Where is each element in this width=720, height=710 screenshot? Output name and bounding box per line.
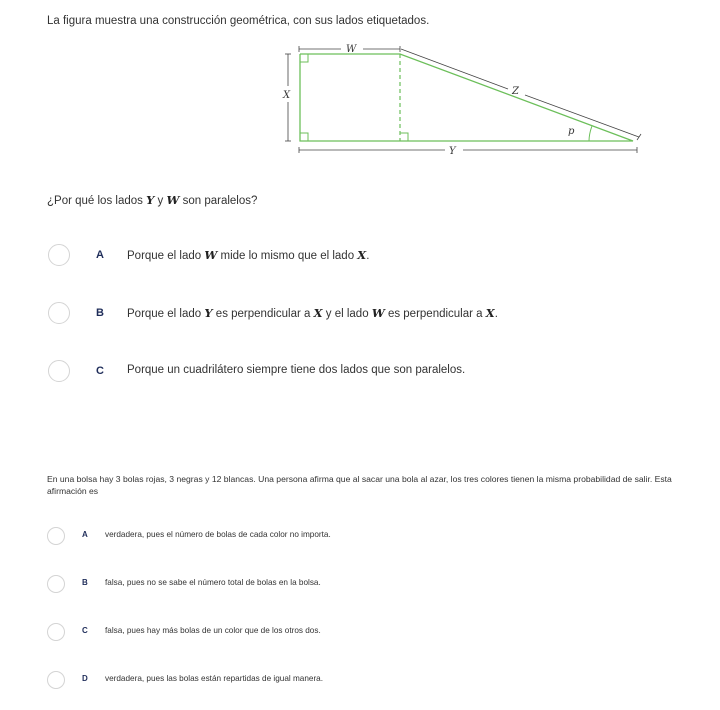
option-letter: B [96,307,104,319]
option-a-radio[interactable] [47,527,65,545]
question-2-statement: En una bolsa hay 3 bolas rojas, 3 negras y 12 blancas. Una persona afirma que al sacar una bola al azar, los tres colores tienen la misma probabilidad de salir. Esta afirmación es [47,474,672,496]
geometric-figure [275,40,655,165]
option-var: X [357,248,367,262]
option-d-radio[interactable] [47,671,65,689]
option-letter: C [82,626,88,635]
option-text-part: es perpendicular a [215,308,311,320]
option-text: verdadera, pues el número de bolas de cada color no importa. [105,530,331,539]
option-a-radio[interactable] [48,244,70,266]
question-2-option-a[interactable] [47,527,331,545]
option-text-part: . [494,308,498,320]
z-dimension-line-upper [401,49,508,89]
option-var: W [204,248,218,262]
option-var: X [485,306,495,320]
trapezoid-outline [300,54,633,141]
option-text-part: Porque el lado [127,250,202,262]
question-1-prompt [47,193,257,207]
label-y: Y [449,146,456,157]
option-text [127,306,498,320]
figure-svg [275,40,655,165]
label-p: p [568,126,575,137]
option-text: falsa, pues hay más bolas de un color que de los otros dos. [105,626,321,635]
question-2-option-d[interactable] [47,671,324,689]
question-1-var-y: Y [146,193,155,207]
angle-p-arc [589,126,592,141]
option-b-radio[interactable] [48,302,70,324]
question-1-text-prefix: ¿Por qué los lados [47,195,143,207]
option-c-radio[interactable] [48,360,70,382]
option-text-part: . [366,250,370,262]
option-text-part: Porque el lado [127,308,202,320]
option-text: Porque un cuadrilátero siempre tiene dos lados que son paralelos. [127,364,466,376]
question-2-option-b[interactable] [47,575,321,593]
option-letter: A [82,530,88,539]
option-letter: C [96,365,104,377]
z-dimension-line-lower [525,95,639,137]
question-1-var-w: W [166,193,180,207]
right-angle-mark-top-left [300,54,308,62]
option-var: W [371,306,385,320]
right-angle-mark-bottom-left [300,133,308,141]
right-angle-mark-bottom-middle [400,133,408,141]
question-1-text-suffix: son paralelos? [182,195,258,207]
z-dimension-tick-end [637,134,641,140]
option-text-part: es perpendicular a [387,308,483,320]
label-w: W [346,44,357,55]
option-text: verdadera, pues las bolas están repartidas de igual manera. [105,674,324,683]
option-b-radio[interactable] [47,575,65,593]
label-z: Z [512,86,519,97]
question-1-statement: La figura muestra una construcción geométrica, con sus lados etiquetados. [47,15,430,27]
option-text-part: y el lado [325,308,369,320]
option-text: falsa, pues no se sabe el número total de bolas en la bolsa. [105,578,321,587]
option-text-part: mide lo mismo que el lado [220,250,355,262]
option-var: Y [204,306,213,320]
option-letter: B [82,578,88,587]
question-1-option-a[interactable] [48,244,370,266]
option-var: X [313,306,323,320]
option-c-radio[interactable] [47,623,65,641]
option-text [127,248,369,262]
label-x: X [283,90,291,101]
question-1-option-c[interactable] [48,360,466,382]
question-1-text-mid: y [157,195,164,207]
option-letter: D [82,674,88,683]
option-letter: A [96,249,104,261]
question-1-option-b[interactable] [48,302,498,324]
question-2-option-c[interactable] [47,623,321,641]
